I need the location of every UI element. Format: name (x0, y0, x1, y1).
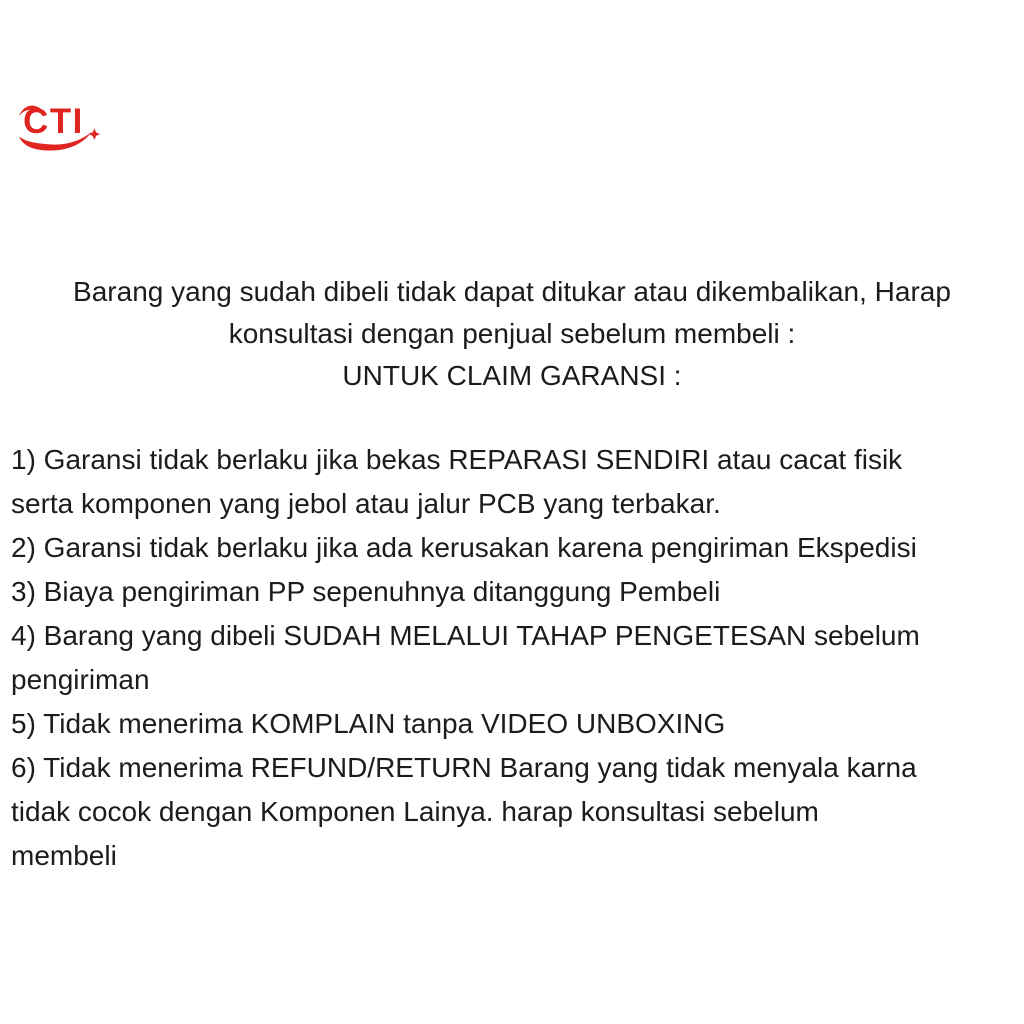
term-line: tidak cocok dengan Komponen Lainya. harap konsultasi sebelum (11, 796, 819, 827)
term-line: pengiriman (11, 664, 150, 695)
logo-text: CTI (23, 102, 84, 142)
cti-logo-graphic (17, 102, 101, 152)
term-line: serta komponen yang jebol atau jalur PCB yang terbakar. (11, 488, 721, 519)
term-item-4 (11, 614, 1018, 702)
term-line: 2) Garansi tidak berlaku jika ada kerusakan karena pengiriman Ekspedisi (11, 532, 917, 563)
intro-line: konsultasi dengan penjual sebelum membeli : (228, 318, 796, 349)
term-item-5 (11, 702, 1018, 746)
term-line: 4) Barang yang dibeli SUDAH MELALUI TAHAP PENGETESAN sebelum (11, 620, 920, 651)
term-line: membeli (11, 840, 117, 871)
intro-paragraph (12, 271, 1012, 397)
logo-sparkle-icon (89, 129, 100, 140)
cti-logo (17, 102, 101, 152)
term-line: 6) Tidak menerima REFUND/RETURN Barang yang tidak menyala karna (11, 752, 917, 783)
term-item-3 (11, 570, 1018, 614)
term-line: 5) Tidak menerima KOMPLAIN tanpa VIDEO UNBOXING (11, 708, 726, 739)
terms-list (11, 438, 1018, 878)
term-item-2 (11, 526, 1018, 570)
term-item-1 (11, 438, 1018, 526)
term-item-6 (11, 746, 1018, 878)
term-line: 1) Garansi tidak berlaku jika bekas REPARASI SENDIRI atau cacat fisik (11, 444, 903, 475)
intro-line: Barang yang sudah dibeli tidak dapat ditukar atau dikembalikan, Harap (73, 276, 951, 307)
intro-line: UNTUK CLAIM GARANSI : (342, 360, 682, 391)
term-line: 3) Biaya pengiriman PP sepenuhnya ditanggung Pembeli (11, 576, 721, 607)
